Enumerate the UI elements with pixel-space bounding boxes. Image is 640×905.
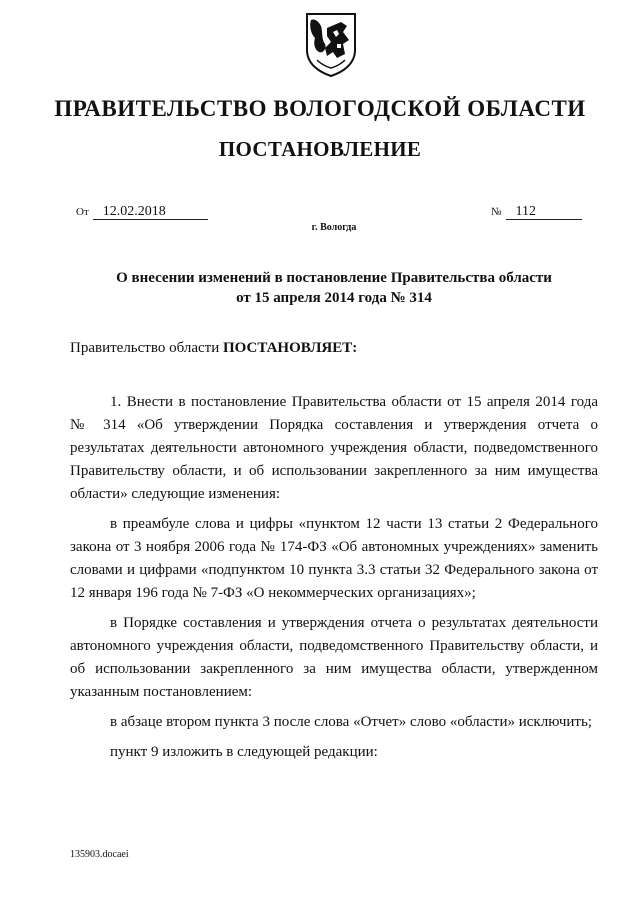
file-code: 135903.docaei xyxy=(70,849,129,860)
document-body xyxy=(70,391,598,764)
body-paragraph-5: пункт 9 изложить в следующей редакции: xyxy=(110,744,378,760)
body-paragraph-2: в преамбуле слова и цифры «пунктом 12 части 13 статьи 2 Федерального закона от 3 ноября 2006 года № 174-ФЗ «Об автономных учреждениях» заменить словами и цифрами «подпунктом 10 пункта 3.3 статьи 32 Федерального закона от 12 января 196 года № 7-ФЗ «О некоммерческих организациях»; xyxy=(70,516,598,601)
subject-line-2: от 15 апреля 2014 года № 314 xyxy=(236,290,432,306)
document-number: 112 xyxy=(506,204,582,220)
body-paragraph-4: в абзаце втором пункта 3 после слова «Отчет» слово «области» исключить; xyxy=(110,714,592,730)
issue-city: г. Вологда xyxy=(311,222,357,233)
document-type-title: ПОСТАНОВЛЕНИЕ xyxy=(218,137,422,161)
document-subject xyxy=(0,268,640,308)
document-date-field xyxy=(76,203,208,220)
body-paragraph-3: в Порядке составления и утверждения отчета о результатах деятельности автономного учреждения области, подведомственного Правительству области, и об использовании закрепленного за ним имущества области, утвержденном указанным постановлением: xyxy=(70,615,598,700)
preamble-subject: Правительство области xyxy=(70,340,220,356)
vologda-oblast-coat-of-arms-icon xyxy=(303,10,359,78)
government-title: ПРАВИТЕЛЬСТВО ВОЛОГОДСКОЙ ОБЛАСТИ xyxy=(54,96,586,121)
body-paragraph-1: 1. Внести в постановление Правительства области от 15 апреля 2014 года № 314 «Об утверждении Порядка составления и утверждения отчета о результатах деятельности автономного учреждения области, подведомственного Правительству области, и об использовании закрепленного за ним имущества области» следующие изменения: xyxy=(70,394,598,502)
preamble-verb: ПОСТАНОВЛЯЕТ: xyxy=(222,340,358,356)
subject-line-1: О внесении изменений в постановление Правительства области xyxy=(116,270,552,286)
preamble xyxy=(70,340,357,357)
document-number-field xyxy=(491,203,582,220)
document-date: 12.02.2018 xyxy=(93,204,208,220)
date-prefix: От xyxy=(76,206,89,218)
number-prefix: № xyxy=(491,206,502,218)
